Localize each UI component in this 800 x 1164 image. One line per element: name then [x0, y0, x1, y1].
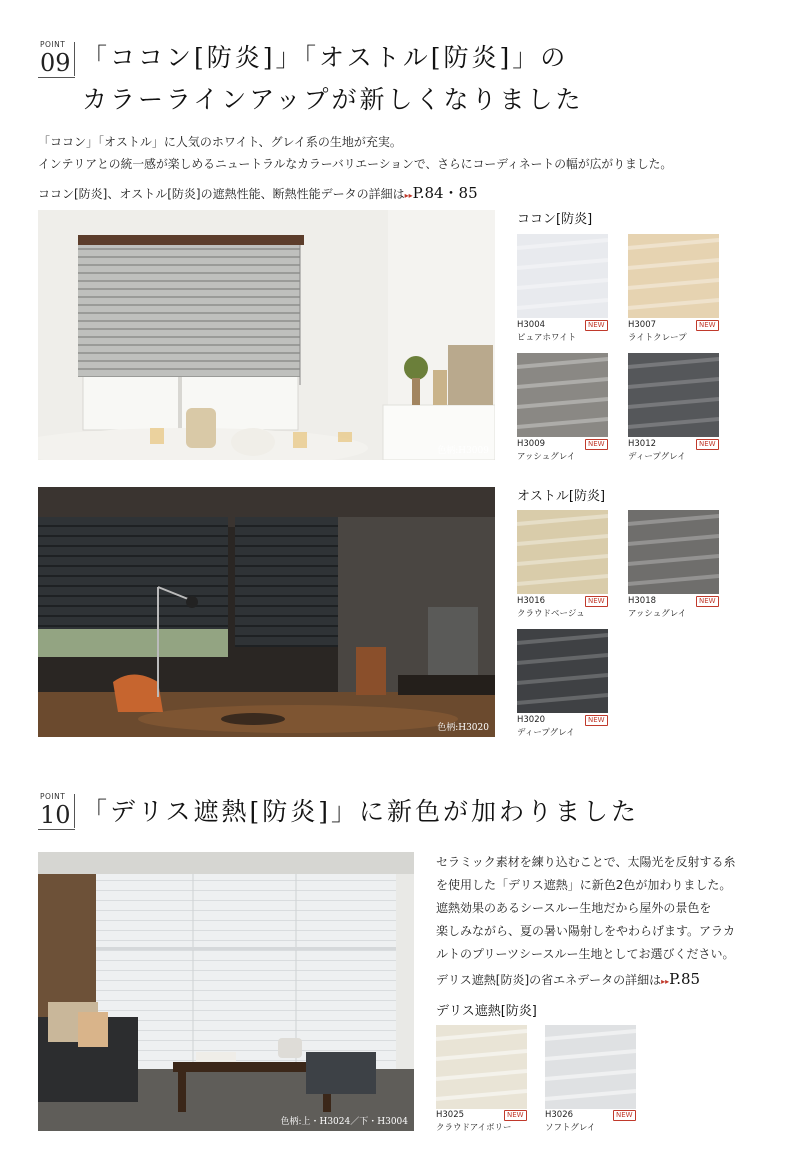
point-09-underline — [38, 77, 75, 78]
point-09-title-line1: 「ココン[防炎]」「オストル[防炎]」の — [82, 43, 569, 72]
photo-caption: 色柄:H3009 — [437, 446, 489, 456]
swatch-h3018[interactable] — [628, 510, 719, 594]
point-10-reference — [436, 970, 700, 988]
swatch-code: H3012 — [628, 439, 657, 449]
point-10-body-line1: セラミック素材を練り込むことで、太陽光を反射する糸 — [436, 855, 736, 869]
swatch-h3026[interactable] — [545, 1025, 636, 1109]
double-arrow-icon: ▸▸ — [661, 977, 670, 986]
photo-caption: 色柄:上・H3024／下・H3004 — [280, 1117, 408, 1127]
swatch-h3004[interactable] — [517, 234, 608, 318]
point-10-divider — [74, 794, 75, 828]
swatch-code: H3007 — [628, 320, 657, 330]
reference-text: ココン[防炎]、オストル[防炎]の遮熱性能、断熱性能データの詳細は — [38, 187, 405, 201]
swatch-name: クラウドアイボリー — [436, 1123, 512, 1133]
new-badge: NEW — [613, 1110, 636, 1121]
point-09-reference — [38, 182, 478, 203]
swatch-code: H3009 — [517, 439, 546, 449]
point-09-title-line2: カラーラインアップが新しくなりました — [82, 85, 584, 114]
swatch-name: ライトクレープ — [628, 333, 687, 343]
point-09-number: 09 — [40, 49, 71, 77]
swatch-h3007[interactable] — [628, 234, 719, 318]
point-10-body-line2: を使用した「デリス遮熱」に新色2色が加わりました。 — [436, 878, 732, 892]
swatch-code: H3016 — [517, 596, 546, 606]
swatch-code: H3020 — [517, 715, 546, 725]
new-badge: NEW — [585, 715, 608, 726]
new-badge: NEW — [696, 596, 719, 607]
swatch-name: ピュアホワイト — [517, 333, 577, 343]
reference-page: P.85 — [669, 970, 701, 988]
point-10-title: 「デリス遮熱[防炎]」に新色が加わりました — [82, 797, 640, 826]
new-badge: NEW — [696, 439, 719, 450]
point-10-body-line5: ルトのプリーツシースルー生地としてお選びください。 — [436, 947, 735, 961]
double-arrow-icon: ▸▸ — [404, 191, 413, 200]
point-10-body-line3: 遮熱効果のあるシースルー生地だから屋外の景色を — [436, 901, 712, 915]
reference-text: デリス遮熱[防炎]の省エネデータの詳細は — [436, 973, 662, 987]
swatch-h3009[interactable] — [517, 353, 608, 437]
photo-caption: 色柄:H3020 — [437, 723, 489, 733]
point-09-body-line2: インテリアとの統一感が楽しめるニュートラルなカラーバリエーションで、さらにコーディネートの幅が広がりました。 — [38, 157, 673, 171]
swatch-name: アッシュグレイ — [628, 609, 687, 619]
swatch-name: アッシュグレイ — [517, 452, 576, 462]
photo-cocon-room — [38, 210, 495, 460]
swatch-name: ソフトグレイ — [545, 1123, 596, 1133]
reference-page: P.84・85 — [412, 184, 478, 202]
swatch-h3020[interactable] — [517, 629, 608, 713]
swatch-code: H3026 — [545, 1110, 574, 1120]
photo-ostoru-room — [38, 487, 495, 737]
new-badge: NEW — [696, 320, 719, 331]
swatch-code: H3004 — [517, 320, 546, 330]
swatch-code: H3025 — [436, 1110, 465, 1120]
point-09-label: POINT — [40, 40, 66, 49]
new-badge: NEW — [585, 596, 608, 607]
point-09-body-line1: 「ココン」「オストル」に人気のホワイト、グレイ系の生地が充実。 — [38, 135, 402, 149]
swatch-name: ディープグレイ — [517, 728, 575, 738]
new-badge: NEW — [504, 1110, 527, 1121]
new-badge: NEW — [585, 320, 608, 331]
point-10-label: POINT — [40, 792, 66, 801]
swatch-h3016[interactable] — [517, 510, 608, 594]
swatch-code: H3018 — [628, 596, 657, 606]
photo-delis-room — [38, 852, 414, 1131]
point-10-number: 10 — [40, 801, 71, 829]
point-10-underline — [38, 829, 75, 830]
swatch-h3025[interactable] — [436, 1025, 527, 1109]
ostoru-label: オストル[防炎] — [517, 489, 606, 504]
new-badge: NEW — [585, 439, 608, 450]
swatch-name: ディープグレイ — [628, 452, 686, 462]
swatch-h3012[interactable] — [628, 353, 719, 437]
point-09-divider — [74, 42, 75, 76]
point-10-body-line4: 楽しみながら、夏の暑い陽射しをやわらげます。アラカ — [436, 924, 736, 938]
swatch-name: クラウドベージュ — [517, 609, 585, 619]
cocon-label: ココン[防炎] — [517, 212, 593, 227]
delis-label: デリス遮熱[防炎] — [436, 1004, 537, 1019]
